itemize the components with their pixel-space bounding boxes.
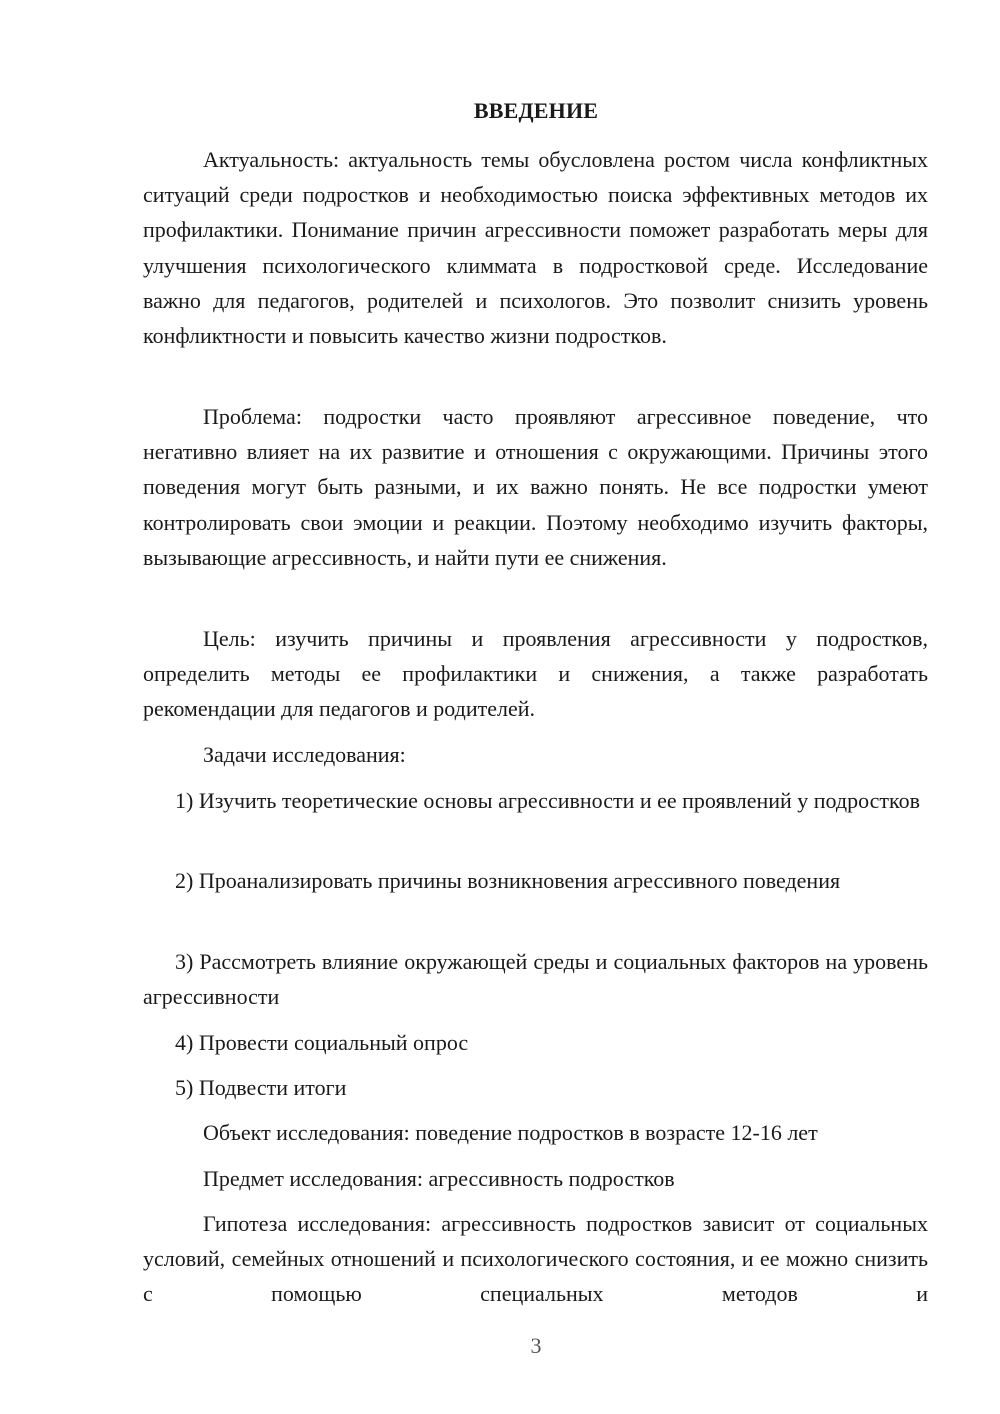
hypothesis-paragraph: Гипотеза исследования: агрессивность подростков зависит от социальных условий, семейных отношений и психологического состояния, и ее можно снизить с помощью специальных методов и: [143, 1211, 928, 1307]
task-item-5-block: [143, 1070, 928, 1105]
problem-paragraph: Проблема: подростки часто проявляют агрессивное поведение, что негативно влияет на их развитие и отношения с окружающими. Причины этого поведения могут быть разными, и их важно понять. Не все подростки умеют контролировать свои эмоции и реакции. Поэтому необходимо изучить факторы, вызывающие агрессивность, и найти пути ее снижения.: [143, 404, 928, 570]
task-item-3: 3) Рассмотреть влияние окружающей среды и социальных факторов на уровень агрессивности: [143, 949, 928, 1010]
object-paragraph-block: [143, 1115, 928, 1150]
tasks-heading: Задачи исследования:: [203, 742, 406, 767]
relevance-paragraph: Актуальность: актуальность темы обусловлена ростом числа конфликтных ситуаций среди подростков и необходимостью поиска эффективных методов их профилактики. Понимание причин агрессивности поможет разработать меры для улучшения психологического климмата в подростковой среде. Исследование важно для педагогов, родителей и психологов. Это позволит снизить уровень конфликтности и повысить качество жизни подростков.: [143, 147, 928, 349]
task-item-5: 5) Подвести итоги: [175, 1075, 347, 1100]
goal-paragraph: Цель: изучить причины и проявления агрессивности у подростков, определить методы ее профилактики и снижения, а также разработать рекомендации для педагогов и родителей.: [143, 626, 928, 722]
task-item-2: 2) Проанализировать причины возникновения агрессивного поведения: [175, 868, 841, 893]
subject-paragraph-block: [143, 1161, 928, 1196]
task-item-4-block: [143, 1025, 928, 1060]
page-number: 3: [530, 1333, 542, 1358]
object-paragraph: Объект исследования: поведение подростков в возрасте 12-16 лет: [203, 1120, 818, 1145]
task-item-2-block: [143, 863, 928, 898]
subject-paragraph: Предмет исследования: агрессивность подростков: [203, 1166, 675, 1191]
goal-paragraph-block: [143, 621, 928, 727]
task-item-4: 4) Провести социальный опрос: [175, 1030, 469, 1055]
relevance-paragraph-block: [143, 142, 928, 353]
task-item-3-block: [143, 944, 928, 1014]
hypothesis-paragraph-block: [143, 1206, 928, 1312]
tasks-heading-block: [143, 737, 928, 772]
task-item-1: 1) Изучить теоретические основы агрессивности и ее проявлений у подростков: [175, 788, 921, 813]
section-heading: ВВЕДЕНИЕ: [473, 98, 599, 123]
problem-paragraph-block: [143, 399, 928, 575]
task-item-1-block: [143, 783, 928, 818]
